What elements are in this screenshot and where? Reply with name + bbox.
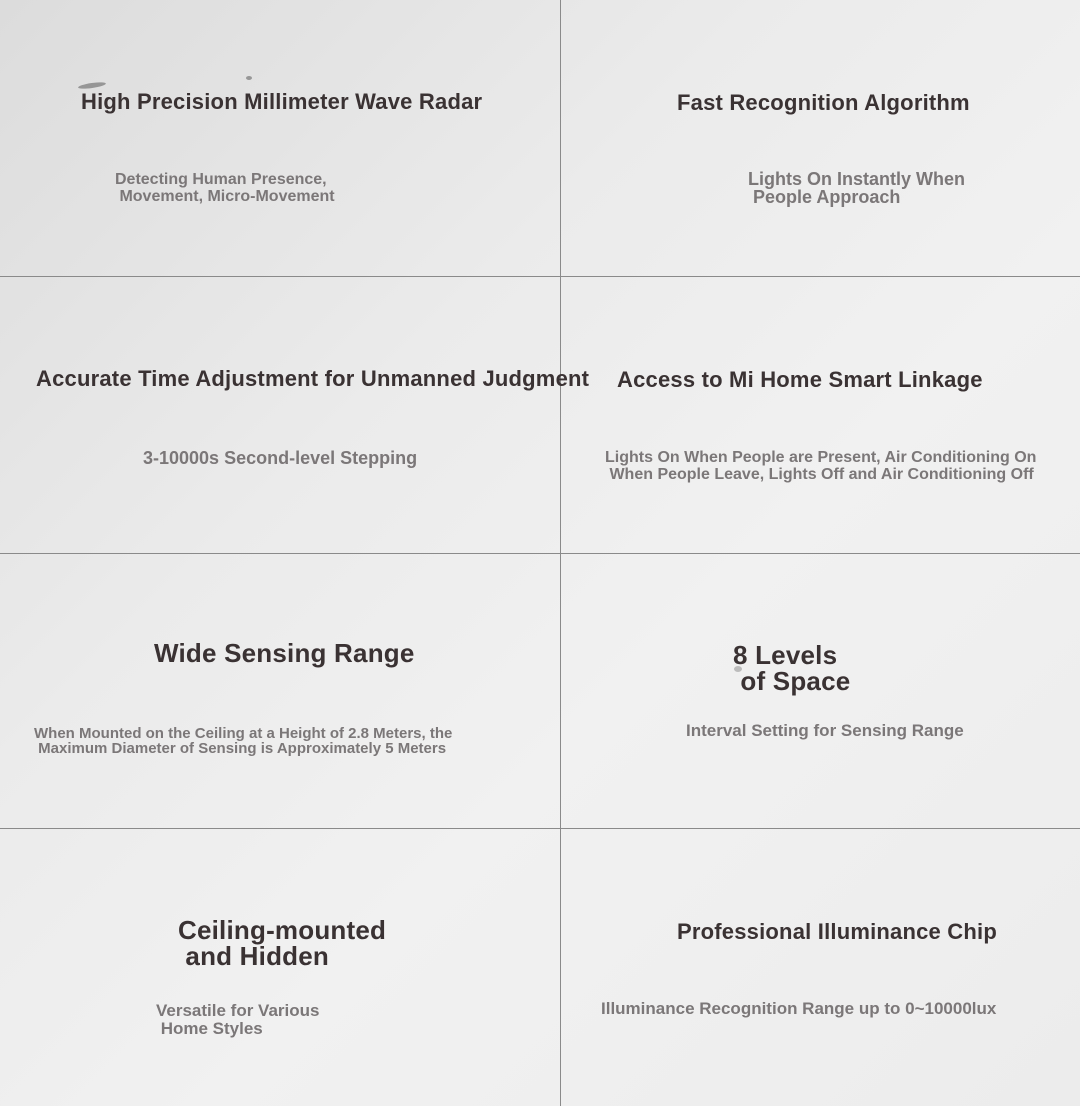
feature-title: Professional Illuminance Chip — [677, 919, 997, 944]
feature-title: Fast Recognition Algorithm — [677, 90, 970, 115]
feature-title: Ceiling-mounted and Hidden — [178, 915, 387, 971]
smudge-mark — [246, 76, 252, 80]
feature-description: Illuminance Recognition Range up to 0~10000lux — [601, 999, 997, 1018]
feature-description: Lights On When People are Present, Air Conditioning On When People Leave, Lights Off and Air Conditioning Off — [605, 449, 1037, 483]
feature-description: Lights On Instantly When People Approach — [748, 169, 965, 207]
grid-divider-horizontal-3 — [0, 828, 1080, 829]
feature-title: Access to Mi Home Smart Linkage — [617, 367, 983, 392]
feature-title: Wide Sensing Range — [154, 638, 415, 668]
feature-description: 3-10000s Second-level Stepping — [143, 448, 418, 468]
grid-divider-horizontal-2 — [0, 553, 1080, 554]
feature-description: When Mounted on the Ceiling at a Height of 2.8 Meters, the Maximum Diameter of Sensing is Approximately 5 Meters — [34, 725, 453, 757]
feature-title: Accurate Time Adjustment for Unmanned Judgment — [36, 366, 590, 391]
feature-description: Versatile for Various Home Styles — [156, 1001, 320, 1038]
feature-title: High Precision Millimeter Wave Radar — [81, 89, 483, 114]
feature-title: 8 Levels of Space — [733, 640, 851, 696]
grid-divider-horizontal-1 — [0, 276, 1080, 277]
feature-description: Detecting Human Presence, Movement, Micro-Movement — [115, 171, 335, 205]
feature-description: Interval Setting for Sensing Range — [686, 721, 964, 740]
